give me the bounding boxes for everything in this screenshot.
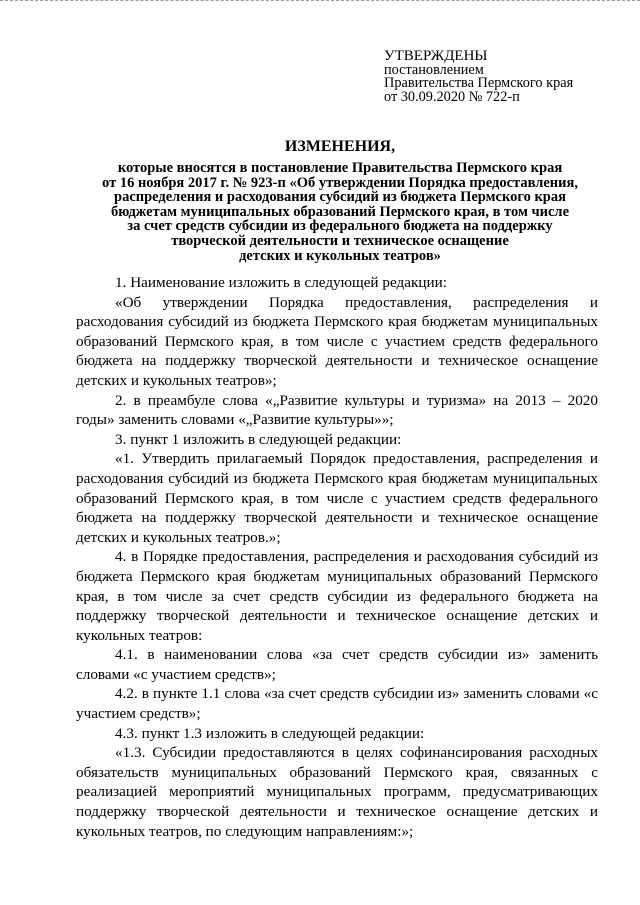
paragraph: 2. в преамбуле слова «„Развитие культуры и туризма» на 2013 – 2020 годы» заменить словами «„Развитие культуры»»; xyxy=(76,391,598,429)
document-title: ИЗМЕНЕНИЯ, xyxy=(284,138,396,155)
paragraph: 4.2. в пункте 1.1 слова «за счет средств субсидии из» заменить словами «с участием средств»; xyxy=(76,685,598,723)
subtitle-line: от 16 ноября 2017 г. № 923-п «Об утверждении Порядка предоставления, xyxy=(102,174,578,191)
paragraph: «1.3. Субсидии предоставляются в целях софинансирования расходных обязательств муниципальных образований Пермского края, связанных с реализацией мероприятий муниципальных программ, предусматривающих поддержку творческой деятельности и техническое оснащение детских и кукольных театров, по следующим направлениям:»; xyxy=(76,744,598,840)
paragraph: 4.1. в наименовании слова «за счет средств субсидии из» заменить словами «с участием средств»; xyxy=(76,646,598,683)
subtitle-line: за счет средств субсидии из федерального бюджета на поддержку xyxy=(127,218,553,235)
paragraph: 4.3. пункт 1.3 изложить в следующей редакции: xyxy=(115,724,425,742)
paragraph: «1. Утвердить прилагаемый Порядок предоставления, распределения и расходования субсидий из бюджета Пермского края бюджетам муниципальных образований Пермского края, в том числе с участием средств федерального бюджета на поддержку творческой деятельности и техническое оснащение детских и кукольных театров.»; xyxy=(76,450,598,546)
paragraph: 3. пункт 1 изложить в следующей редакции: xyxy=(115,430,402,448)
approval-title: УТВЕРЖДЕНЫ xyxy=(384,48,488,64)
approval-stamp xyxy=(384,50,634,104)
paragraph: 4. в Порядке предоставления, распределения и расходования субсидий из бюджета Пермского края бюджетам муниципальных образований Пермского края, в том числе за счет средств субсидии из федерального бюджета на поддержку творческой деятельности и техническое оснащение детских и кукольных театров: xyxy=(76,548,598,644)
subtitle-line: детских и кукольных театров» xyxy=(239,247,441,264)
approval-line: постановлением xyxy=(384,61,484,78)
paragraph: 1. Наименование изложить в следующей редакции: xyxy=(115,274,447,291)
approval-date-number: от 30.09.2020 № 722-п xyxy=(384,88,520,105)
document-body xyxy=(76,273,598,841)
page-top-edge xyxy=(0,0,640,3)
document-subtitle xyxy=(60,161,620,263)
subtitle-line: творческой деятельности и техническое оснащение xyxy=(171,232,509,249)
subtitle-line: бюджетам муниципальных образований Пермского края, в том числе xyxy=(110,203,570,220)
approval-line: Правительства Пермского края xyxy=(384,75,574,92)
subtitle-line: распределения и расходования субсидий из бюджета Пермского края xyxy=(114,189,566,206)
document-heading xyxy=(60,137,620,263)
subtitle-line: которые вносятся в постановление Правительства Пермского края xyxy=(117,160,563,176)
paragraph: «Об утверждении Порядка предоставления, распределения и расходования субсидий из бюджета Пермского края бюджетам муниципальных образований Пермского края, в том числе с участием средств федерального бюджета на поддержку творческой деятельности и техническое оснащение детских и кукольных театров»; xyxy=(76,293,598,389)
